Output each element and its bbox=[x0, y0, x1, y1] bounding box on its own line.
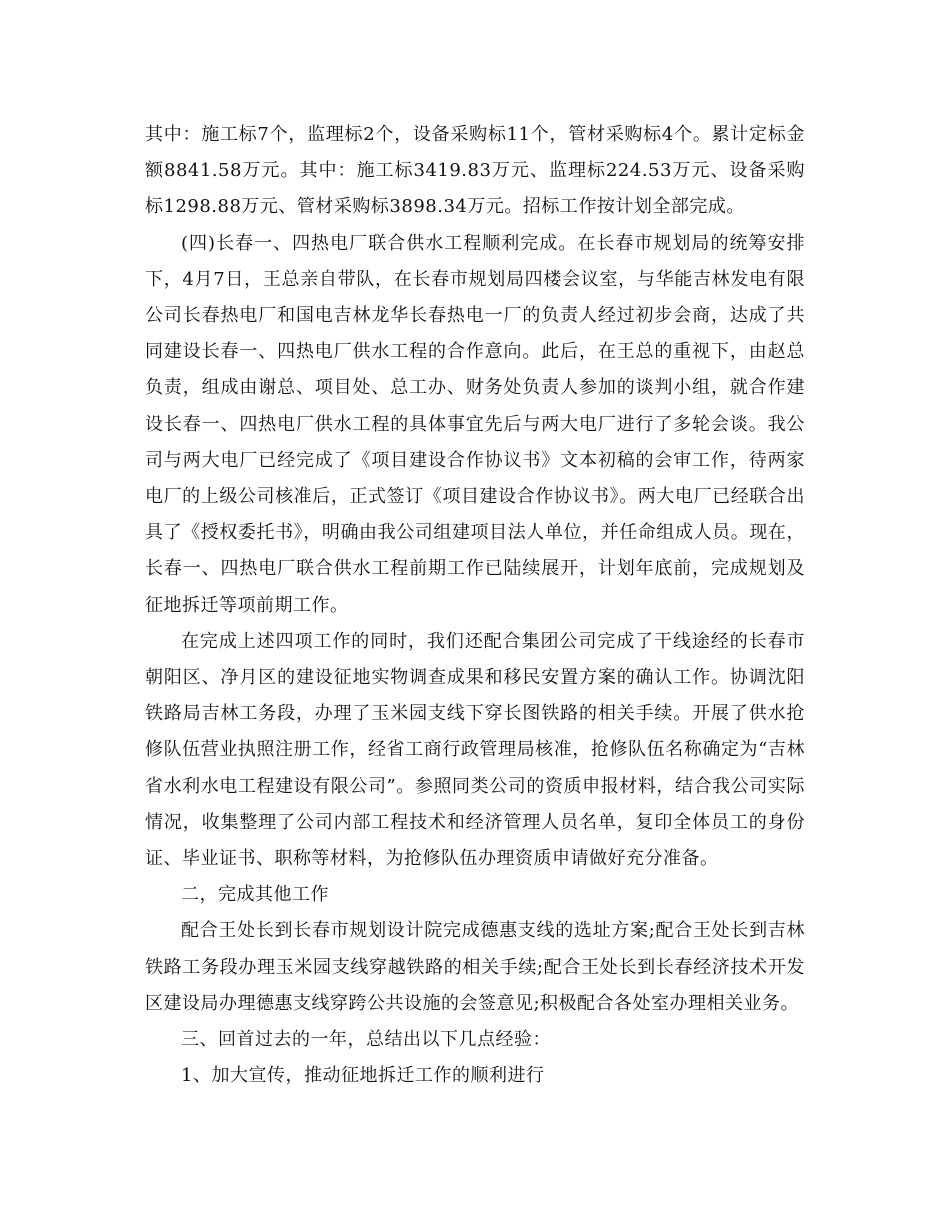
list-item-experience-1: 1、加大宣传，推动征地拆迁工作的顺利进行 bbox=[181, 1065, 545, 1087]
paragraph-water-supply-project: (四)长春一、四热电厂联合供水工程顺利完成。在长春市规划局的统筹安排下，4月7日，王总亲自带队，在长春市规划局四楼会议室，与华能吉林发电有限公司长春热电厂和国电吉林龙华长春热电一厂的负责人经过初步会商，达成了共同建设长春一、四热电厂供水工程的合作意向。此后，在王总的重视下，由赵总负责，组成由谢总、项目处、总工办、财务处负责人参加的谈判小组，就合作建设长春一、四热电厂供水工程的具体事宜先后与两大电厂进行了多轮会谈。我公司与两大电厂已经完成了《项目建设合作协议书》文本初稿的会审工作，待两家电厂的上级公司核准后，正式签订《项目建设合作协议书》。两大电厂已经联合出具了《授权委托书》，明确由我公司组建项目法人单位，并任命组成人员。现在，长春一、四热电厂联合供水工程前期工作已陆续展开，计划年底前，完成规划及征地拆迁等项前期工作。 bbox=[145, 232, 805, 616]
paragraph-other-work: 配合王处长到长春市规划设计院完成德惠支线的选址方案;配合王处长到吉林铁路工务段办理玉米园支线穿越铁路的相关手续;配合王处长到长春经济技术开发区建设局办理德惠支线穿跨公共设施的会签意见;积极配合各处室办理相关业务。 bbox=[145, 920, 805, 1014]
section-heading-other-work: 二，完成其他工作 bbox=[181, 884, 329, 906]
section-heading-experience: 三、回首过去的一年，总结出以下几点经验： bbox=[181, 1029, 551, 1051]
paragraph-bid-summary: 其中：施工标7个，监理标2个，设备采购标11个，管材采购标4个。累计定标金额8841.58万元。其中：施工标3419.83万元、监理标224.53万元、设备采购标1298.88万元、管材采购标3898.34万元。招标工作按计划全部完成。 bbox=[145, 124, 805, 218]
paragraph-additional-work: 在完成上述四项工作的同时，我们还配合集团公司完成了干线途经的长春市朝阳区、净月区的建设征地实物调查成果和移民安置方案的确认工作。协调沈阳铁路局吉林工务段，办理了玉米园支线下穿长图铁路的相关手续。开展了供水抢修队伍营业执照注册工作，经省工商行政管理局核准，抢修队伍名称确定为“吉林省水利水电工程建设有限公司”。参照同类公司的资质申报材料，结合我公司实际情况，收集整理了公司内部工程技术和经济管理人员名单，复印全体员工的身份证、毕业证书、职称等材料，为抢修队伍办理资质申请做好充分准备。 bbox=[145, 630, 805, 870]
document-page bbox=[145, 117, 805, 1094]
